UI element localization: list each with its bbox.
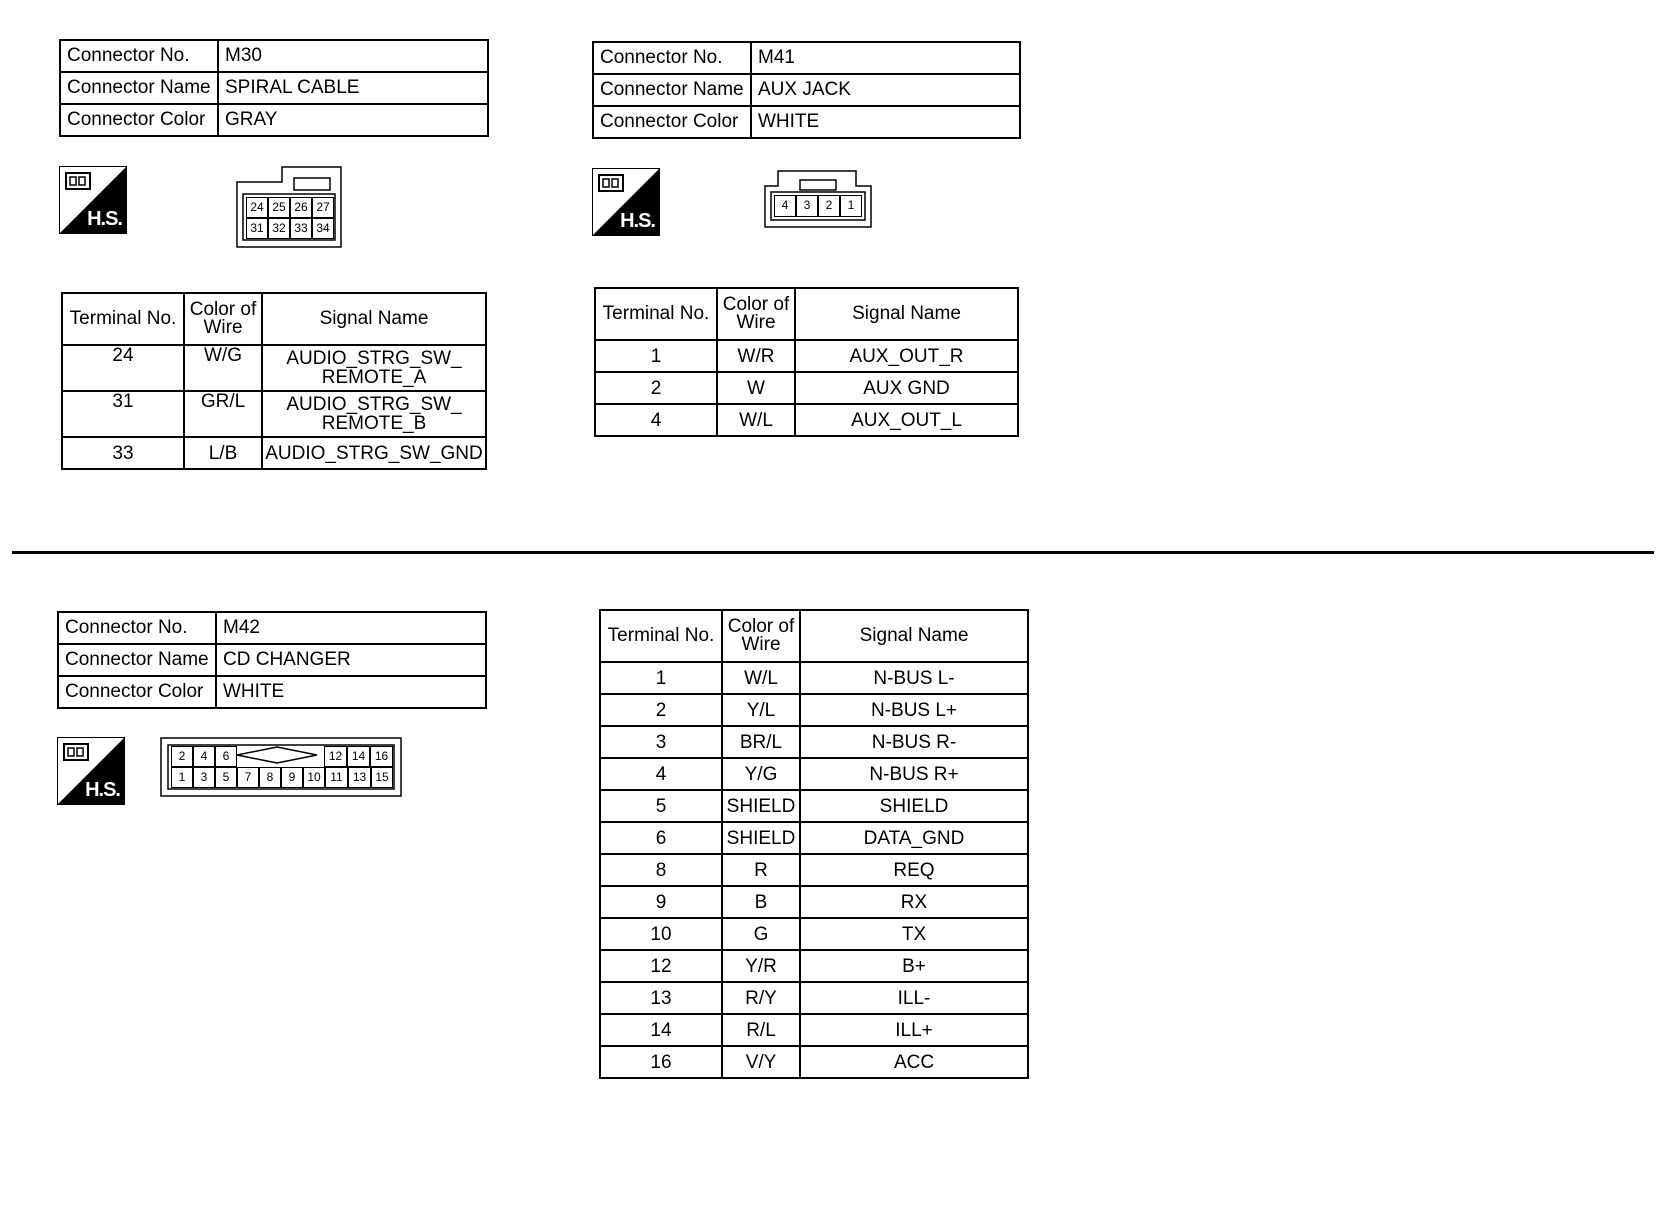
terminal-no: 12	[600, 950, 722, 982]
signal-name: AUDIO_STRG_SW_ REMOTE_B	[262, 391, 486, 437]
connector-name: SPIRAL CABLE	[218, 72, 488, 104]
label-connector-name: Connector Name	[593, 74, 751, 106]
wire-color: R/Y	[722, 982, 800, 1014]
terminal-no: 33	[62, 437, 184, 469]
harness-side-icon	[592, 168, 660, 236]
pin: 16	[370, 746, 393, 767]
terminal-no: 4	[600, 758, 722, 790]
pin: 34	[312, 218, 334, 239]
pin: 31	[246, 218, 268, 239]
harness-side-icon	[59, 166, 127, 234]
signal-name: ILL+	[800, 1014, 1028, 1046]
pin: 10	[303, 767, 325, 788]
terminal-table-m41	[594, 287, 1019, 437]
wire-color: W/L	[722, 662, 800, 694]
header-terminal-no: Terminal No.	[595, 288, 717, 340]
terminal-no: 3	[600, 726, 722, 758]
label-connector-color: Connector Color	[60, 104, 218, 136]
connector-face-m42	[160, 737, 402, 797]
connector-info-m42	[57, 611, 487, 709]
header-color-of-wire: Color of Wire	[717, 288, 795, 340]
wire-color: R/L	[722, 1014, 800, 1046]
signal-name: N-BUS L+	[800, 694, 1028, 726]
label-connector-no: Connector No.	[60, 40, 218, 72]
terminal-no: 24	[62, 345, 184, 391]
pin: 6	[215, 746, 237, 767]
wire-color: W/L	[717, 404, 795, 436]
signal-name: N-BUS L-	[800, 662, 1028, 694]
pin: 8	[259, 767, 281, 788]
terminal-no: 2	[595, 372, 717, 404]
terminal-no: 10	[600, 918, 722, 950]
pin: 3	[796, 195, 818, 217]
wire-color: W	[717, 372, 795, 404]
terminal-no: 9	[600, 886, 722, 918]
hs-label: H.S.	[87, 208, 122, 230]
wire-color: SHIELD	[722, 822, 800, 854]
wire-color: V/Y	[722, 1046, 800, 1078]
signal-name: AUX_OUT_R	[795, 340, 1018, 372]
pin: 15	[371, 767, 393, 788]
header-signal-name: Signal Name	[795, 288, 1018, 340]
pin: 14	[347, 746, 370, 767]
signal-name: N-BUS R-	[800, 726, 1028, 758]
terminal-no: 13	[600, 982, 722, 1014]
pin: 2	[171, 746, 193, 767]
connector-name: CD CHANGER	[216, 644, 486, 676]
wire-color: Y/G	[722, 758, 800, 790]
wire-color: GR/L	[184, 391, 262, 437]
pin: 2	[818, 195, 840, 217]
signal-name: ILL-	[800, 982, 1028, 1014]
label-connector-color: Connector Color	[58, 676, 216, 708]
wire-color: W/R	[717, 340, 795, 372]
connector-no: M30	[218, 40, 488, 72]
wire-color: SHIELD	[722, 790, 800, 822]
connector-no: M41	[751, 42, 1020, 74]
pin: 4	[774, 195, 796, 217]
pin: 11	[325, 767, 348, 788]
wire-color: L/B	[184, 437, 262, 469]
signal-name: SHIELD	[800, 790, 1028, 822]
signal-name: AUX_OUT_L	[795, 404, 1018, 436]
connector-pictogram-icon	[597, 173, 627, 197]
terminal-no: 1	[595, 340, 717, 372]
connector-info-m41	[592, 41, 1021, 139]
pin: 7	[237, 767, 259, 788]
header-signal-name: Signal Name	[800, 610, 1028, 662]
pin: 33	[290, 218, 312, 239]
pin: 24	[246, 197, 268, 218]
terminal-table-m30	[61, 292, 487, 470]
wire-color: W/G	[184, 345, 262, 391]
terminal-no: 6	[600, 822, 722, 854]
terminal-no: 1	[600, 662, 722, 694]
connector-info-m30	[59, 39, 489, 137]
label-connector-no: Connector No.	[58, 612, 216, 644]
signal-name: B+	[800, 950, 1028, 982]
header-terminal-no: Terminal No.	[62, 293, 184, 345]
pin: 1	[840, 195, 862, 217]
label-connector-color: Connector Color	[593, 106, 751, 138]
terminal-no: 16	[600, 1046, 722, 1078]
header-signal-name: Signal Name	[262, 293, 486, 345]
connector-name: AUX JACK	[751, 74, 1020, 106]
terminal-no: 14	[600, 1014, 722, 1046]
signal-name: REQ	[800, 854, 1028, 886]
connector-color: GRAY	[218, 104, 488, 136]
pin: 4	[193, 746, 215, 767]
terminal-no: 31	[62, 391, 184, 437]
signal-name: AUDIO_STRG_SW_GND	[262, 437, 486, 469]
connector-pictogram-icon	[64, 171, 94, 195]
signal-name: N-BUS R+	[800, 758, 1028, 790]
connector-color: WHITE	[216, 676, 486, 708]
label-connector-name: Connector Name	[60, 72, 218, 104]
connector-no: M42	[216, 612, 486, 644]
hs-label: H.S.	[85, 779, 120, 801]
wire-color: R	[722, 854, 800, 886]
pin: 5	[215, 767, 237, 788]
header-color-of-wire: Color of Wire	[722, 610, 800, 662]
wire-color: Y/R	[722, 950, 800, 982]
section-divider	[12, 551, 1654, 554]
terminal-table-m42	[599, 609, 1029, 1079]
harness-side-icon	[57, 737, 125, 805]
wire-color: Y/L	[722, 694, 800, 726]
pin: 25	[268, 197, 290, 218]
terminal-no: 8	[600, 854, 722, 886]
header-terminal-no: Terminal No.	[600, 610, 722, 662]
connector-color: WHITE	[751, 106, 1020, 138]
signal-name: ACC	[800, 1046, 1028, 1078]
wire-color: B	[722, 886, 800, 918]
connector-face-m41	[764, 170, 872, 228]
signal-name: TX	[800, 918, 1028, 950]
terminal-no: 4	[595, 404, 717, 436]
signal-name: RX	[800, 886, 1028, 918]
hs-label: H.S.	[620, 210, 655, 232]
label-connector-name: Connector Name	[58, 644, 216, 676]
connector-face-m30	[236, 166, 342, 248]
pin: 9	[281, 767, 303, 788]
pin: 32	[268, 218, 290, 239]
terminal-no: 5	[600, 790, 722, 822]
signal-name: AUDIO_STRG_SW_ REMOTE_A	[262, 345, 486, 391]
signal-name: DATA_GND	[800, 822, 1028, 854]
pin: 3	[193, 767, 215, 788]
wire-color: BR/L	[722, 726, 800, 758]
header-color-of-wire: Color of Wire	[184, 293, 262, 345]
terminal-no: 2	[600, 694, 722, 726]
pin: 13	[348, 767, 371, 788]
wire-color: G	[722, 918, 800, 950]
connector-pictogram-icon	[62, 742, 92, 766]
pin: 12	[324, 746, 347, 767]
pin: 1	[171, 767, 193, 788]
signal-name: AUX GND	[795, 372, 1018, 404]
pin: 26	[290, 197, 312, 218]
pin: 27	[312, 197, 334, 218]
label-connector-no: Connector No.	[593, 42, 751, 74]
